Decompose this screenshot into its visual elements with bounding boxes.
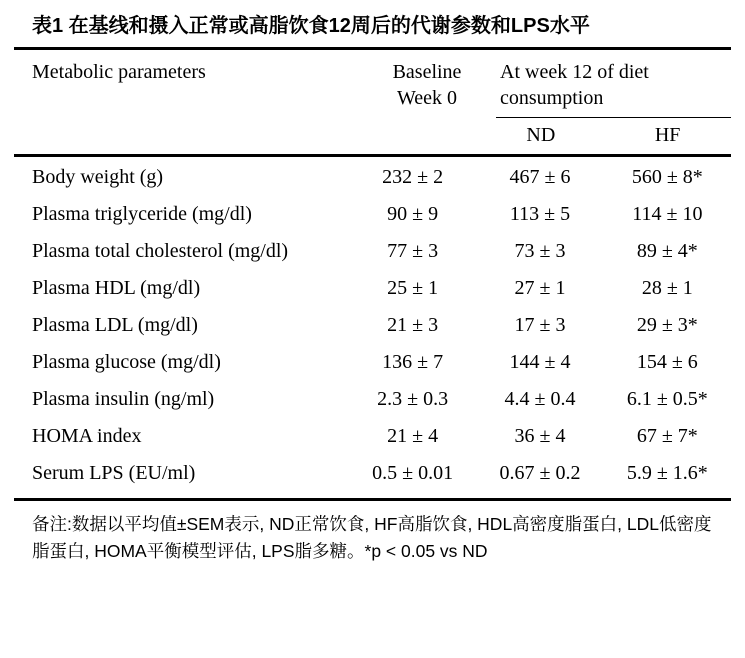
cell-nd: 144 ± 4 xyxy=(509,351,571,373)
table-row xyxy=(14,307,731,344)
table-row xyxy=(14,344,731,381)
cell-nd: 4.4 ± 0.4 xyxy=(504,388,576,410)
table-title: 表1 在基线和摄入正常或高脂饮食12周后的代谢参数和LPS水平 xyxy=(32,15,590,37)
table-body xyxy=(14,159,731,492)
cell-baseline: 21 ± 3 xyxy=(387,314,439,336)
cell-parameter: HOMA index xyxy=(32,425,142,447)
header-baseline-line2: Week 0 xyxy=(396,87,458,109)
cell-nd: 36 ± 4 xyxy=(514,425,566,447)
cell-parameter: Plasma glucose (mg/dl) xyxy=(32,351,221,373)
cell-hf: 67 ± 7* xyxy=(636,425,698,447)
cell-hf: 560 ± 8* xyxy=(631,166,703,188)
subheader-spacer xyxy=(14,117,352,154)
cell-parameter: Plasma insulin (ng/ml) xyxy=(32,388,215,410)
header-week12-group xyxy=(492,50,731,117)
cell-nd: 113 ± 5 xyxy=(509,203,571,225)
table-header xyxy=(14,50,731,117)
table-subheader xyxy=(14,117,731,154)
table-row xyxy=(14,196,731,233)
cell-baseline: 2.3 ± 0.3 xyxy=(377,388,449,410)
cell-baseline: 0.5 ± 0.01 xyxy=(372,462,454,484)
cell-baseline: 77 ± 3 xyxy=(387,240,439,262)
subheader-nd: ND xyxy=(526,124,556,146)
cell-hf: 28 ± 1 xyxy=(641,277,693,299)
table-row xyxy=(14,270,731,307)
cell-parameter: Serum LPS (EU/ml) xyxy=(32,462,196,484)
cell-nd: 467 ± 6 xyxy=(509,166,571,188)
table-row xyxy=(14,159,731,196)
header-baseline-line1: Baseline xyxy=(392,61,462,83)
cell-nd: 73 ± 3 xyxy=(514,240,566,262)
cell-parameter: Plasma total cholesterol (mg/dl) xyxy=(32,240,289,262)
table-note: 备注:数据以平均值±SEM表示, ND正常饮食, HF高脂饮食, HDL高密度脂蛋白, LDL低密度脂蛋白, HOMA平衡模型评估, LPS脂多糖。*p < 0.05 vs ND xyxy=(32,514,712,562)
table-row xyxy=(14,233,731,270)
header-parameter: Metabolic parameters xyxy=(32,61,206,83)
cell-hf: 29 ± 3* xyxy=(636,314,698,336)
week12-group-rule xyxy=(496,117,731,118)
cell-baseline: 21 ± 4 xyxy=(387,425,439,447)
cell-nd: 17 ± 3 xyxy=(514,314,566,336)
cell-baseline: 90 ± 9 xyxy=(387,203,439,225)
cell-baseline: 232 ± 2 xyxy=(382,166,444,188)
cell-nd: 27 ± 1 xyxy=(514,277,566,299)
cell-parameter: Plasma triglyceride (mg/dl) xyxy=(32,203,252,225)
header-week12-line2: consumption xyxy=(500,87,604,109)
cell-hf: 5.9 ± 1.6* xyxy=(626,462,708,484)
header-week12-line1: At week 12 of diet xyxy=(500,61,649,83)
cell-parameter: Body weight (g) xyxy=(32,166,164,188)
header-row-sub xyxy=(14,117,731,154)
cell-hf: 89 ± 4* xyxy=(636,240,698,262)
cell-parameter: Plasma HDL (mg/dl) xyxy=(32,277,201,299)
subheader-baseline-spacer xyxy=(352,117,478,154)
subheader-hf: HF xyxy=(654,124,681,146)
cell-hf: 6.1 ± 0.5* xyxy=(626,388,708,410)
table-row xyxy=(14,455,731,492)
header-row-main xyxy=(14,50,731,117)
cell-hf: 154 ± 6 xyxy=(636,351,698,373)
header-baseline xyxy=(362,50,492,117)
table-header-area xyxy=(14,50,731,154)
cell-hf: 114 ± 10 xyxy=(632,203,703,225)
cell-baseline: 25 ± 1 xyxy=(387,277,439,299)
cell-baseline: 136 ± 7 xyxy=(382,351,444,373)
cell-nd: 0.67 ± 0.2 xyxy=(499,462,581,484)
header-bottom-rule xyxy=(14,154,731,157)
table-row xyxy=(14,418,731,455)
table-row xyxy=(14,381,731,418)
cell-parameter: Plasma LDL (mg/dl) xyxy=(32,314,198,336)
